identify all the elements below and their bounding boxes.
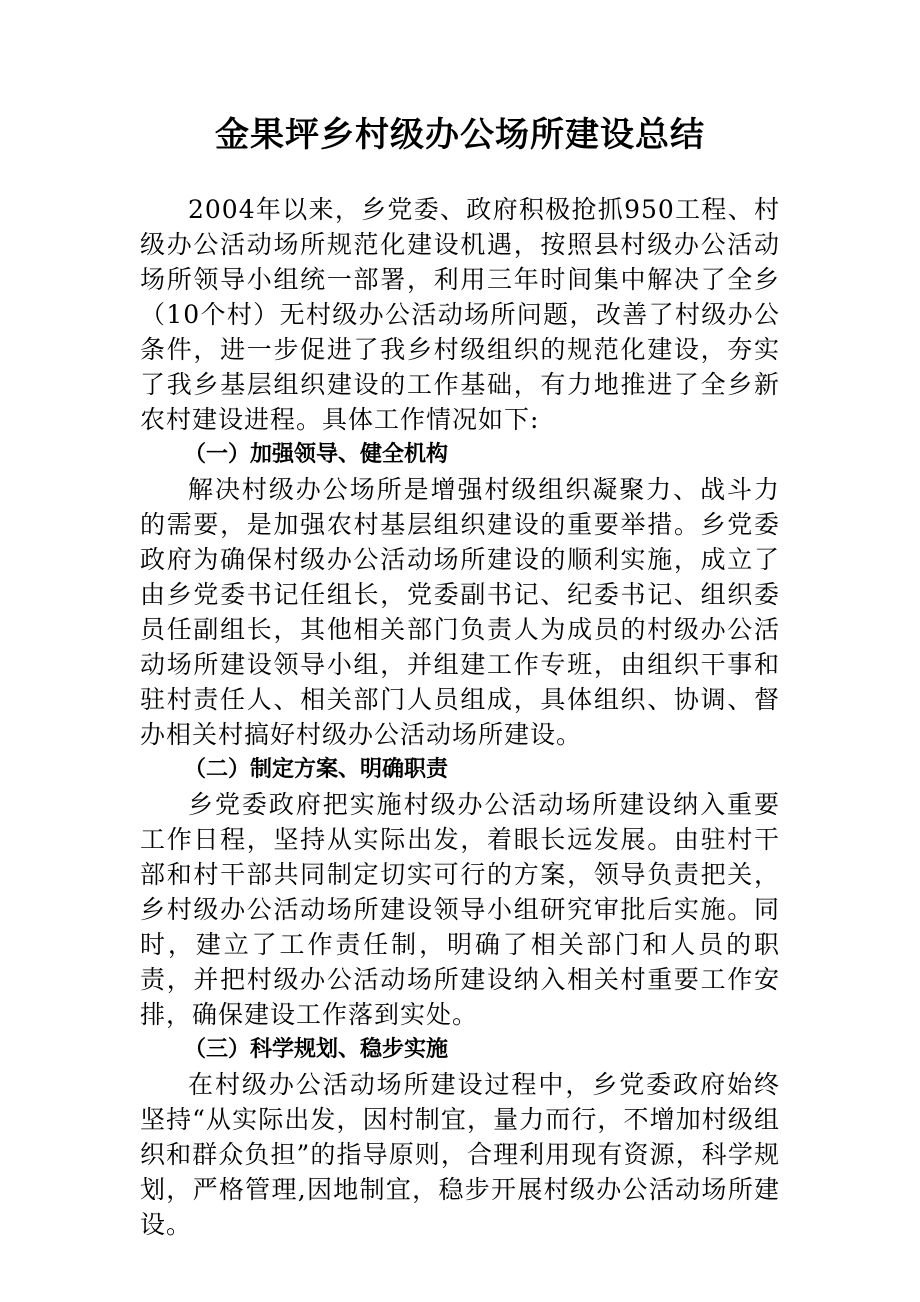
- section-1-paragraph: 解决村级办公场所是增强村级组织凝聚力、战斗力的需要，是加强农村基层组织建设的重要举措。乡党委政府为确保村级办公活动场所建设的顺利实施，成立了由乡党委书记任组长，党委副书记、纪委书记、组织委员任副组长，其他相关部门负责人为成员的村级办公活动场所建设领导小组，并组建工作专班，由组织干事和驻村责任人、相关部门人员组成，具体组织、协调、督办相关村搞好村级办公活动场所建设。: [140, 475, 780, 749]
- intro-paragraph: 2004年以来，乡党委、政府积极抢抓950工程、村级办公活动场所规范化建设机遇，按照县村级办公活动场所领导小组统一部署，利用三年时间集中解决了全乡（10个村）无村级办公活动场所问题，改善了村级办公条件，进一步促进了我乡村级组织的规范化建设，夯实了我乡基层组织建设的工作基础，有力地推进了全乡新农村建设进程。具体工作情况如下:: [140, 195, 780, 434]
- section-heading-2: （二）制定方案、明确职责: [184, 757, 449, 782]
- section-heading-3: （三）科学规划、稳步实施: [184, 1037, 449, 1062]
- document-body: [140, 192, 780, 1242]
- section-heading-1: （一）加强领导、健全机构: [184, 442, 449, 467]
- document-title: 金果坪乡村级办公场所建设总结: [215, 115, 705, 155]
- section-3-paragraph: 在村级办公活动场所建设过程中，乡党委政府始终坚持“从实际出发，因村制宜，量力而行，不增加村级组织和群众负担”的指导原则，合理利用现有资源，科学规划，严格管理,因地制宜，稳步开展村级办公活动场所建设。: [140, 1070, 780, 1239]
- section-2-paragraph: 乡党委政府把实施村级办公活动场所建设纳入重要工作日程，坚持从实际出发，着眼长远发展。由驻村干部和村干部共同制定切实可行的方案，领导负责把关，乡村级办公活动场所建设领导小组研究审批后实施。同时，建立了工作责任制，明确了相关部门和人员的职责，并把村级办公活动场所建设纳入相关村重要工作安排，确保建设工作落到实处。: [140, 790, 780, 1029]
